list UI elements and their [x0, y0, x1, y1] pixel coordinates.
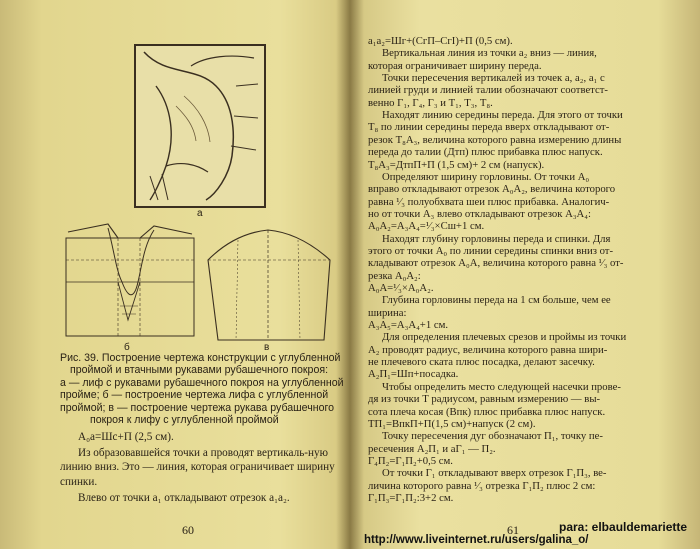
text-line: Точки пересечения вертикалей из точек а, а₂, а₁ с	[382, 72, 605, 85]
text-line: а₁а₂=Шг+(СгП–СгI)+П (0,5 см).	[368, 35, 513, 47]
text-line: резка А₀А₂:	[368, 269, 421, 282]
figure-caption	[60, 352, 345, 426]
text-line: Вертикальная линия из точки а₂ вниз — линия,	[382, 47, 597, 60]
watermark-credit: para: elbauldemariette	[559, 520, 688, 534]
text-line: Г₄П₂=Г₁П₂+0,5 см.	[368, 454, 453, 467]
caption-line: Рис. 39. Построение чертежа конструкции с углубленной	[60, 352, 341, 364]
caption-line: пройме; б — построение чертежа лифа с углубленной	[60, 389, 329, 402]
text-line: которая ограничивает ширину переда.	[368, 59, 542, 72]
figure-label-a: а	[197, 208, 203, 219]
text-line: не плечевого ската плюс посадка, делают засечку.	[368, 356, 595, 369]
text-line: кладывают отрезок А₀А, величина которого равна ¹⁄₃ от-	[368, 257, 624, 270]
text-line: А₀А=¹⁄₃×А₀А₂.	[368, 282, 434, 294]
caption-line: а — лиф с рукавами рубашечного покроя на углубленной	[60, 376, 344, 389]
text-line: вправо откладывают отрезок А₀А₂, величина которого	[368, 183, 616, 196]
text-line: сота плеча косая (Впк) плюс прибавка плюс напуск.	[368, 405, 606, 418]
text-line: ресечения А₂П₁ и аГ₁ — П₂.	[368, 442, 496, 455]
text-line: этого от точки А₀ по линии середины спинки вниз от-	[368, 244, 614, 257]
caption-line: проймой; в — построение чертежа рукава рубашечного	[60, 401, 334, 414]
text-line: А₃А₅=А₃А₄+1 см.	[368, 319, 449, 332]
text-line: Для определения плечевых срезов и проймы из точки	[382, 331, 627, 344]
caption-line: проймой и втачными рукавами рубашечного покроя:	[70, 364, 329, 377]
text-line: личина которого равна ¹⁄₃ отрезка Г₁П₂ плюс 2 см:	[368, 479, 596, 492]
pattern-drafts-diagram	[58, 220, 342, 348]
page-number-right: 61	[507, 523, 519, 537]
watermark-url: http://www.liveinternet.ru/users/galina_o/	[364, 534, 589, 546]
text-line: линией груди и линией талии обозначают соответст-	[368, 84, 608, 97]
text-line: Глубина горловины переда на 1 см больше, чем ее	[382, 294, 611, 307]
text-line: Определяют ширину горловины. От точки А₀	[382, 170, 590, 183]
text-line: От точки Г₁ откладывают вверх отрезок Г₁П₃, ве-	[382, 467, 607, 480]
text-line: Чтобы определить место следующей насечки прове-	[382, 380, 621, 393]
text-line: венно Г₁, Г₄, Г₃ и Т₁, Т₃, Т₈.	[368, 96, 493, 109]
text-line: А₀А₂=А₃А₄=¹⁄₃×Сш+1 см.	[368, 220, 485, 233]
text-line: А₂П₁=Шп+посадка.	[368, 368, 459, 381]
figure-label-b: б	[124, 342, 130, 353]
paragraph-segment-a1a2: Влево от точки а₁ откладывают отрезок а₁а₂.	[78, 492, 290, 504]
text-line: ширина:	[368, 306, 407, 319]
caption-line: покроя к лифу с углубленной проймой	[90, 414, 279, 427]
paragraph-vertical-line: Из образовавшейся точки а проводят вертикаль-ную линию вниз. Это — линия, которая ограничивает ширину спинки.	[60, 447, 335, 488]
figure-label-v: в	[264, 342, 270, 353]
figure-a-illustration	[134, 44, 266, 208]
sleeve-sketch-icon	[136, 46, 260, 202]
text-line: Находят глубину горловины переда и спинки. Для	[382, 232, 611, 245]
text-line: А₂ проводят радиус, величина которого равна шири-	[368, 343, 608, 356]
text-line: резок Т₈А₃, величина которого равна измерению длины	[368, 133, 622, 146]
text-line: дя из точки Т радиусом, равным измерению — вы-	[368, 393, 601, 406]
text-line: но от точки А₃ влево откладывают отрезок А₃А₄:	[368, 207, 591, 220]
text-line: переда до талии (Дтп) плюс прибавка плюс напуск.	[368, 146, 603, 159]
text-line: равна ¹⁄₃ полуобхвата шеи плюс прибавка. Аналогич-	[368, 195, 610, 208]
page-number-left: 60	[182, 523, 194, 537]
text-line: Находят линию середины переда. Для этого от точки	[382, 109, 623, 122]
text-line: ТП₁=ВпкП+П(1,5 см)+напуск (2 см).	[368, 417, 536, 430]
formula-a0a: А₀а=Шс+П (2,5 см).	[78, 431, 174, 443]
text-line: Т₈ по линии середины переда вверх откладывают от-	[368, 121, 610, 134]
text-line: Г₁П₃=Г₁П₂:3+2 см.	[368, 491, 454, 504]
text-line: Т₈А₃=ДтпП+П (1,5 см)+ 2 см (напуск).	[368, 158, 545, 171]
text-line: Точку пересечения дуг обозначают П₁, точку пе-	[382, 430, 603, 443]
